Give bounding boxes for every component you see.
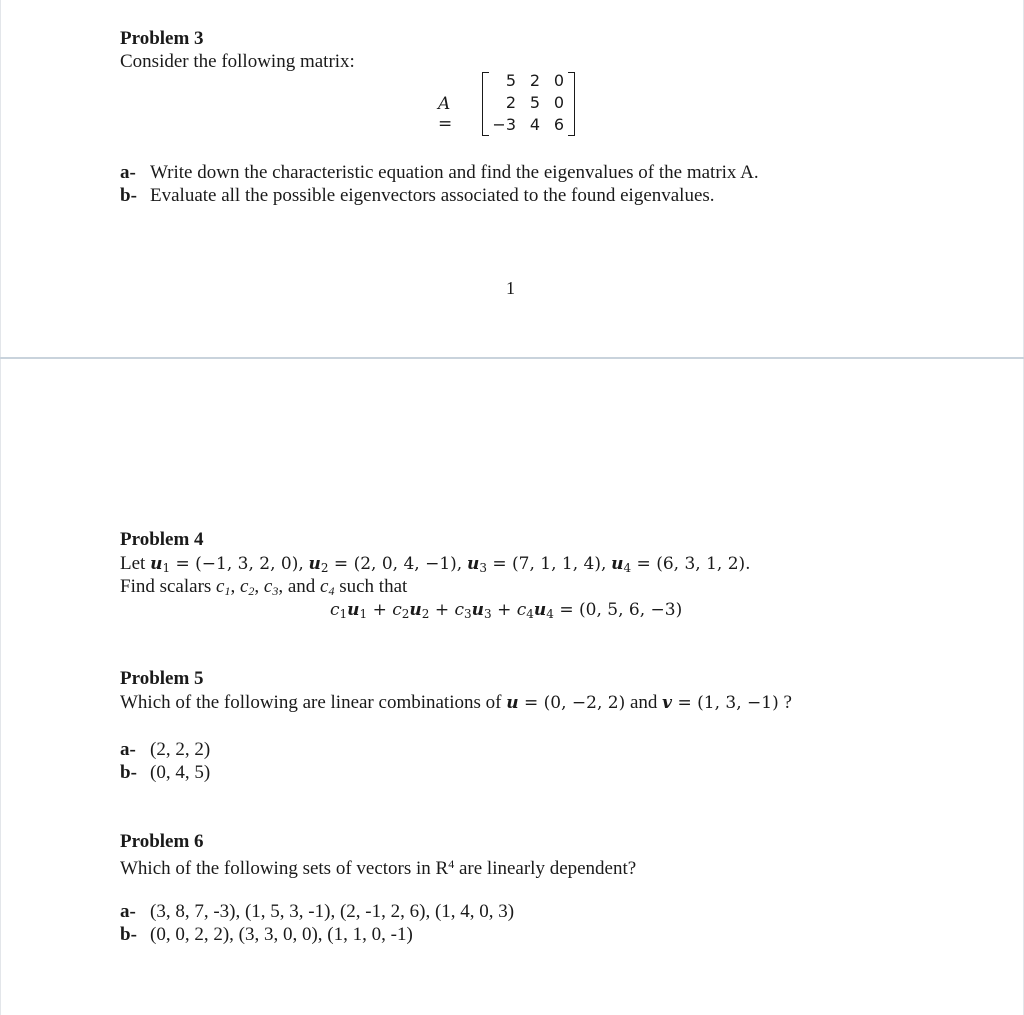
page-1 — [0, 0, 1024, 358]
matrix-cell: 0 — [553, 71, 564, 90]
vector-sub: 4 — [623, 561, 632, 575]
scalar: $c_1$ — [216, 576, 231, 598]
problem-5-item-a — [120, 738, 210, 761]
problem-6-item-a — [120, 900, 514, 923]
matrix-cell: 5 — [529, 93, 540, 112]
matrix-equals: = — [438, 114, 453, 134]
problem-3-intro: Consider the following matrix: — [120, 51, 355, 72]
matrix-cell: 6 — [553, 115, 564, 134]
item-label: b- — [120, 924, 137, 945]
item-label: b- — [120, 762, 137, 783]
problem-4-equation: $c_1u_1 + c_2u_2 + c_3u_3 + c_4u_4 = (0$, 5, 6, −3) — [330, 600, 683, 621]
vector-u: u = (0, −2, 2) — [506, 693, 626, 713]
problem-3-title: Problem 3 — [120, 28, 204, 49]
matrix-cell: 5 — [505, 71, 516, 90]
item-text: (3, 8, 7, -3), (1, 5, 3, -1), (2, -1, 2, 6), (1, 4, 0, 3) — [150, 901, 515, 922]
vector-value: (6, 3, 1, 2) — [656, 554, 746, 574]
item-text: Write down the characteristic equation and find the eigenvalues of the matrix A. — [150, 162, 759, 183]
vector-u4: $u_4 = (6$, 3, 1, 2). — [611, 554, 751, 575]
equation-rhs: (0, 5, 6, −3) — [579, 600, 683, 620]
vector-name: u — [466, 554, 480, 574]
and-word: and — [629, 692, 658, 713]
matrix-cell: 4 — [529, 115, 540, 134]
let-word: Let — [120, 553, 146, 574]
question-suffix: are linearly dependent? — [454, 858, 637, 879]
vector-name: u — [611, 554, 624, 574]
matrix-row — [488, 114, 568, 136]
page-edge-left — [0, 359, 1, 1015]
vector-sub: 3 — [479, 561, 487, 575]
question-sup: 4 — [448, 857, 455, 871]
vector-name: u — [308, 554, 321, 574]
problem-6-title: Problem 6 — [120, 831, 204, 852]
matrix-grid — [488, 70, 568, 136]
problem-6-item-b — [120, 923, 413, 946]
matrix-cell: 2 — [529, 71, 540, 90]
item-label: b- — [120, 185, 137, 206]
problem-3-item-b — [120, 184, 715, 207]
vector-value: (−1, 3, 2, 0) — [195, 554, 299, 574]
vector-value: (2, 0, 4, −1) — [353, 554, 457, 574]
find-suffix: such that — [339, 576, 408, 597]
problem-3-item-a — [120, 161, 759, 184]
page-edge-left — [0, 0, 1, 358]
matrix-cell: 2 — [505, 93, 516, 112]
vector-u3: $u_3 = (7$, 1, 1, 4), — [466, 554, 607, 575]
problem-4-find-line: Find scalars $c_1$, $c_2$, $c_3$, and $c_4$ such that — [120, 576, 408, 598]
page-2 — [0, 359, 1024, 1015]
matrix-name: A — [438, 94, 451, 114]
item-text: Evaluate all the possible eigenvectors associated to the found eigenvalues. — [150, 185, 715, 206]
vector-sub: 2 — [320, 561, 329, 575]
vector-v: v = (1, 3, −1) — [662, 693, 779, 713]
vector-sub: 1 — [162, 561, 171, 575]
item-text: (2, 2, 2) — [150, 739, 211, 760]
matrix-row — [488, 70, 568, 92]
item-label: a- — [120, 901, 136, 922]
item-text: (0, 0, 2, 2), (3, 3, 0, 0), (1, 1, 0, -1) — [150, 924, 413, 945]
question-suffix: ? — [783, 692, 792, 713]
vector-name: u — [150, 554, 163, 574]
problem-6-question — [120, 853, 636, 880]
problem-5-item-b — [120, 761, 210, 784]
problem-5-question — [120, 691, 792, 715]
question-prefix: Which of the following are linear combinations of — [120, 692, 502, 713]
item-text: (0, 4, 5) — [150, 762, 211, 783]
problem-4-title: Problem 4 — [120, 529, 204, 550]
item-label: a- — [120, 162, 136, 183]
vector-value: (7, 1, 1, 4) — [512, 554, 601, 574]
item-label: a- — [120, 739, 136, 760]
scalar: $c_4$ — [320, 576, 335, 598]
scalar: $c_3$ — [263, 576, 279, 598]
matrix-cell: −3 — [492, 115, 516, 134]
page-number: 1 — [506, 278, 515, 298]
scalar: $c_2$ — [239, 576, 255, 598]
matrix-cell: 0 — [553, 93, 564, 112]
vector-u1: $u_1 = (-1$, 3, 2, 0), — [150, 554, 304, 575]
matrix-right-bracket — [568, 72, 575, 136]
question-prefix: Which of the following sets of vectors in R — [120, 858, 449, 879]
matrix-row — [488, 92, 568, 114]
vector-u2: $u_2 = (2$, 0, 4, −1), — [308, 554, 463, 575]
find-prefix: Find scalars — [120, 576, 212, 597]
matrix-lhs — [438, 94, 452, 134]
problem-5-title: Problem 5 — [120, 668, 204, 689]
